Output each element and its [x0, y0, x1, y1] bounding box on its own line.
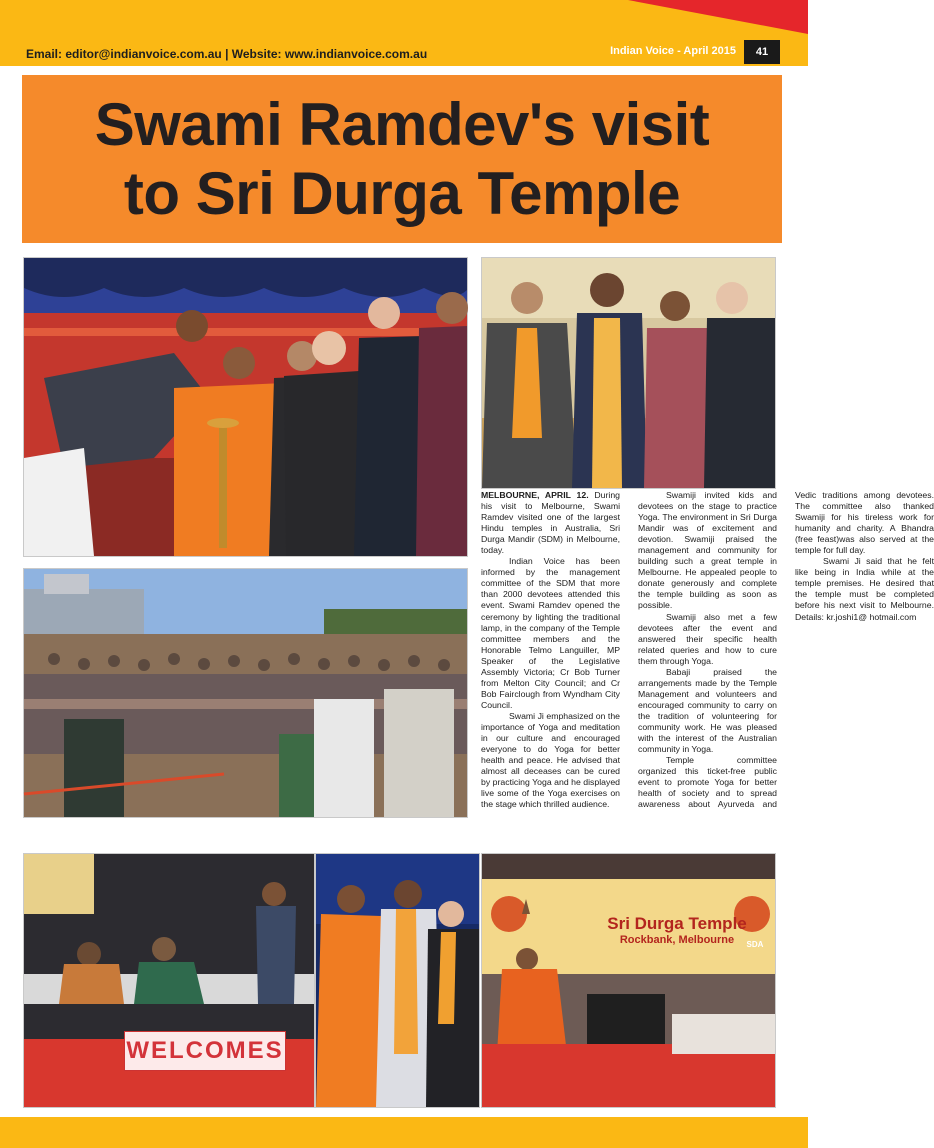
headline	[95, 90, 710, 228]
page-number: 41	[744, 40, 780, 64]
article-paragraph: Babaji praised the arrangements made by the Temple Management and volunteers and encouraged community to carry on the tradition of volunteering for community work. He was pleased with the interest of the Australian community in Yoga.	[638, 666, 777, 755]
headline-line-2: to Sri Durga Temple	[123, 160, 681, 227]
article-paragraph: Swami Ji emphasized on the importance of Yoga and meditation in our culture and encouraged everyone to do Yoga for better health and peace. He advised that almost all deceases can be cured by practicing Yoga and he displayed live some of the Yoga exercises on the stage which thrilled audience.	[481, 710, 620, 810]
photo-temple-stage	[481, 853, 776, 1108]
article-paragraph: Indian Voice has been informed by the management committee of the SDM that more than 2000 devotees attended this event. Swami Ramdev opened the ceremony by lighting the traditional lamp, in the company of the Temple committee members and the Honorable Telmo Languiller, MP Speaker of the Legislative Assembly Victoria; Cr Bob Turner from Melton City Council; and Cr Bob Fairclough from Wyndham City Council.	[481, 556, 620, 710]
article-paragraph	[481, 490, 620, 556]
photo-lamp-lighting-graphic	[24, 258, 467, 556]
welcome-banner: WELCOMES	[124, 1031, 286, 1071]
article-paragraph: Swamiji also met a few devotees after the event and answered their specific health related queries and how to cure them through Yoga.	[638, 611, 777, 666]
photo-temple-stage-graphic	[482, 854, 775, 1107]
photo-three-men	[315, 853, 480, 1108]
bottom-bar	[0, 1117, 808, 1148]
temple-banner-badge: SDA	[746, 940, 764, 949]
red-corner-accent	[628, 0, 808, 34]
contact-line: Email: editor@indianvoice.com.au | Website: www.indianvoice.com.au	[26, 47, 428, 61]
article-paragraph: Swamiji invited kids and devotees on the stage to practice Yoga. The environment in Sri Durga Mandir was of excitement and devotion. Swamiji praised the management and community for building such a great temple in Melbourne. He appealed people to donate generously and complete the temple building as soon as possible.	[638, 490, 777, 611]
headline-line-1: Swami Ramdev's visit	[94, 91, 710, 158]
photo-group-four	[481, 257, 776, 489]
temple-banner-subtitle: Rockbank, Melbourne	[619, 934, 735, 946]
headline-box	[22, 75, 782, 243]
photo-crowd-graphic	[24, 569, 467, 817]
temple-banner-title: Sri Durga Temple	[607, 914, 747, 933]
issue-label: Indian Voice - April 2015	[610, 45, 736, 57]
article-paragraph: Swami Ji said that he felt like being in India while at the temple premises. He desired that the temple must be completed before his next visit to Melbourne. Details: kr.joshi1@ hotmail.com	[795, 556, 934, 622]
photo-group-four-graphic	[482, 258, 775, 488]
photo-three-men-graphic	[316, 854, 479, 1107]
article-body	[481, 490, 934, 820]
photo-lamp-lighting	[23, 257, 468, 557]
photo-crowd	[23, 568, 468, 818]
article-paragraph: Temple committee organized this ticket-free public event to promote Yoga for better health of society and to spread awareness about Ayurveda and Vedic traditions among devotees. The committee also thanked Swamiji for his tireless work for humanity and charity. A Bhandra (free feast)was also served at the temple for full day.	[638, 490, 934, 810]
article-dateline: MELBOURNE, APRIL 12.	[481, 490, 589, 500]
article-paragraph-text: During his visit to Melbourne, Swami Ramdev visited one of the largest Hindu temples in Australia, Sri Durga Mandir (SDM) in Melbourne, today.	[481, 490, 620, 556]
photo-yoga-stage	[23, 853, 315, 1108]
